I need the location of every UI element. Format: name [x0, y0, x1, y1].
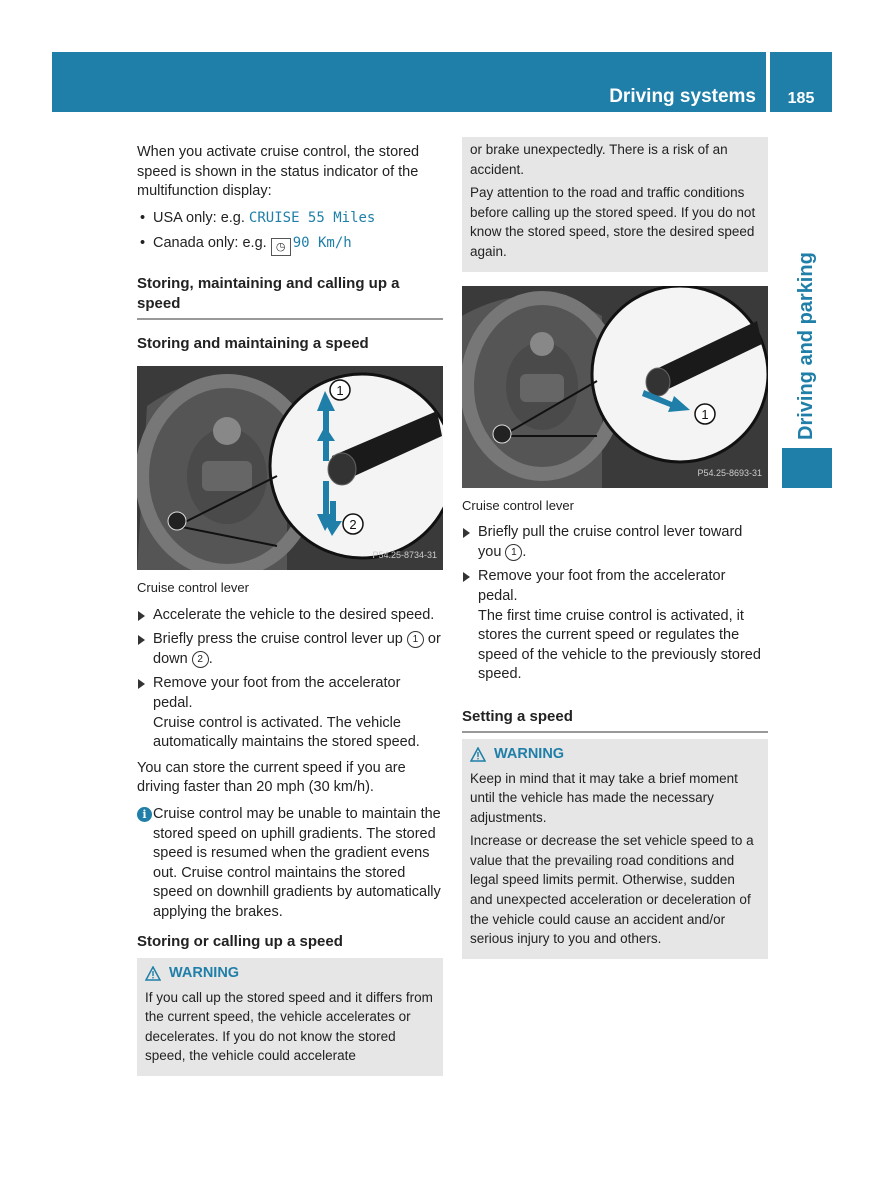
- warning-text: If you call up the stored speed and it differs from the current speed, the vehicle accelerates or decelerates. If you do not know the stored speed, the vehicle could accelerate: [145, 989, 433, 1064]
- figure-cruise-lever-up-down: [137, 366, 443, 570]
- figure-code: P54.25-8734-31: [372, 550, 437, 561]
- step-remove-foot-right-result: The first time cruise control is activated, it stores the current speed or regulates the speed of the vehicle to the previously stored speed.: [478, 607, 761, 683]
- callout-1: 1: [336, 382, 344, 398]
- callout-2: 2: [349, 516, 357, 532]
- side-tab-label: Driving and parking: [795, 252, 817, 440]
- warning-label: WARNING: [169, 965, 240, 982]
- bullet-usa: [137, 209, 443, 229]
- header-title: Driving systems: [609, 86, 756, 107]
- header-bar: [52, 52, 766, 112]
- step-press-lever: [137, 630, 443, 669]
- bullet-canada: [137, 234, 443, 256]
- warning-text-right-1: Keep in mind that it may take a brief moment until the vehicle has made the necessary adjustments.: [470, 770, 738, 825]
- warning-cont-text: or brake unexpectedly. There is a risk of an accident.: [470, 142, 728, 177]
- step-accelerate: Accelerate the vehicle to the desired speed.: [137, 606, 443, 626]
- step-press-lever-mid: or down: [153, 631, 441, 667]
- step-remove-foot-right-text: Remove your foot from the accelerator pedal.: [478, 568, 726, 604]
- section-heading-setting: Setting a speed: [462, 707, 768, 733]
- warning-header-right: [470, 745, 760, 765]
- display-code-canada: 90 Km/h: [292, 235, 352, 252]
- step-pull-lever-text: Briefly pull the cruise control lever toward you: [478, 524, 743, 560]
- bullet-usa-prefix: USA only: e.g.: [153, 209, 249, 226]
- left-column: [137, 143, 443, 1076]
- note-paragraph: You can store the current speed if you are driving faster than 20 mph (30 km/h).: [137, 759, 406, 796]
- warning-box-continued: [462, 137, 768, 272]
- lever-illustration: [137, 366, 443, 570]
- cruise-control-icon: ◷: [271, 238, 291, 256]
- callout-1-right: 1: [701, 406, 709, 422]
- warning-header: [145, 964, 435, 984]
- side-tab-marker: [782, 448, 832, 488]
- figure-caption: Cruise control lever: [137, 579, 249, 595]
- ref-2: 2: [192, 651, 209, 668]
- figure-cruise-lever-pull: [462, 286, 768, 488]
- warning-text-right-2: Increase or decrease the set vehicle speed to a value that the prevailing road conditions and legal speed limits permit. Otherwise, sudden and unexpected acceleration or deceleration of the vehicle could cause an accident and/or serious injury to you and others.: [470, 833, 754, 947]
- display-code-usa: CRUISE 55 Miles: [248, 209, 376, 226]
- warning-triangle-icon: [145, 966, 161, 981]
- warning-label-right: WARNING: [494, 745, 565, 762]
- step-press-lever-post: .: [208, 650, 213, 667]
- lever-pull-illustration: [462, 286, 768, 488]
- step-pull-lever: [462, 523, 768, 562]
- step-remove-foot-text: Remove your foot from the accelerator pedal.: [153, 675, 401, 711]
- figure-code-right: P54.25-8693-31: [697, 467, 762, 478]
- warning-triangle-icon: [470, 747, 486, 762]
- right-column: [462, 143, 768, 959]
- section-heading-storing: Storing, maintaining and calling up a speed: [137, 274, 443, 320]
- bullet-canada-prefix: Canada only: e.g.: [153, 235, 271, 252]
- warning-box-right: [462, 739, 768, 959]
- step-press-lever-text: Briefly press the cruise control lever up: [153, 631, 407, 648]
- info-text: Cruise control may be unable to maintain the stored speed on uphill gradients. The stored speed is resumed when the gradient evens out. Cruise control maintains the stored speed on downhill gradients by automatically applying the brakes.: [153, 805, 441, 920]
- step-remove-foot: [137, 674, 443, 752]
- info-icon: i: [137, 807, 152, 822]
- intro-paragraph: When you activate cruise control, the stored speed is shown in the status indicator of the multifunction display:: [137, 144, 420, 200]
- subheading-storing-maintaining: Storing and maintaining a speed: [137, 335, 369, 353]
- ref-1: 1: [407, 631, 424, 648]
- step-pull-lever-post: .: [522, 543, 527, 560]
- warning-cont-text-2: Pay attention to the road and traffic conditions before calling up the stored speed. If you do not know the stored speed, store the desired speed again.: [470, 185, 756, 259]
- page-number-box: [770, 52, 832, 112]
- subheading-storing-calling: Storing or calling up a speed: [137, 933, 343, 951]
- figure-caption-right: Cruise control lever: [462, 497, 574, 513]
- ref-1-right: 1: [505, 544, 522, 561]
- warning-box-left: [137, 958, 443, 1076]
- page-number: 185: [787, 90, 815, 107]
- info-note: [137, 805, 443, 923]
- step-remove-foot-result: Cruise control is activated. The vehicle automatically maintains the stored speed.: [153, 714, 420, 751]
- step-remove-foot-right: [462, 567, 768, 685]
